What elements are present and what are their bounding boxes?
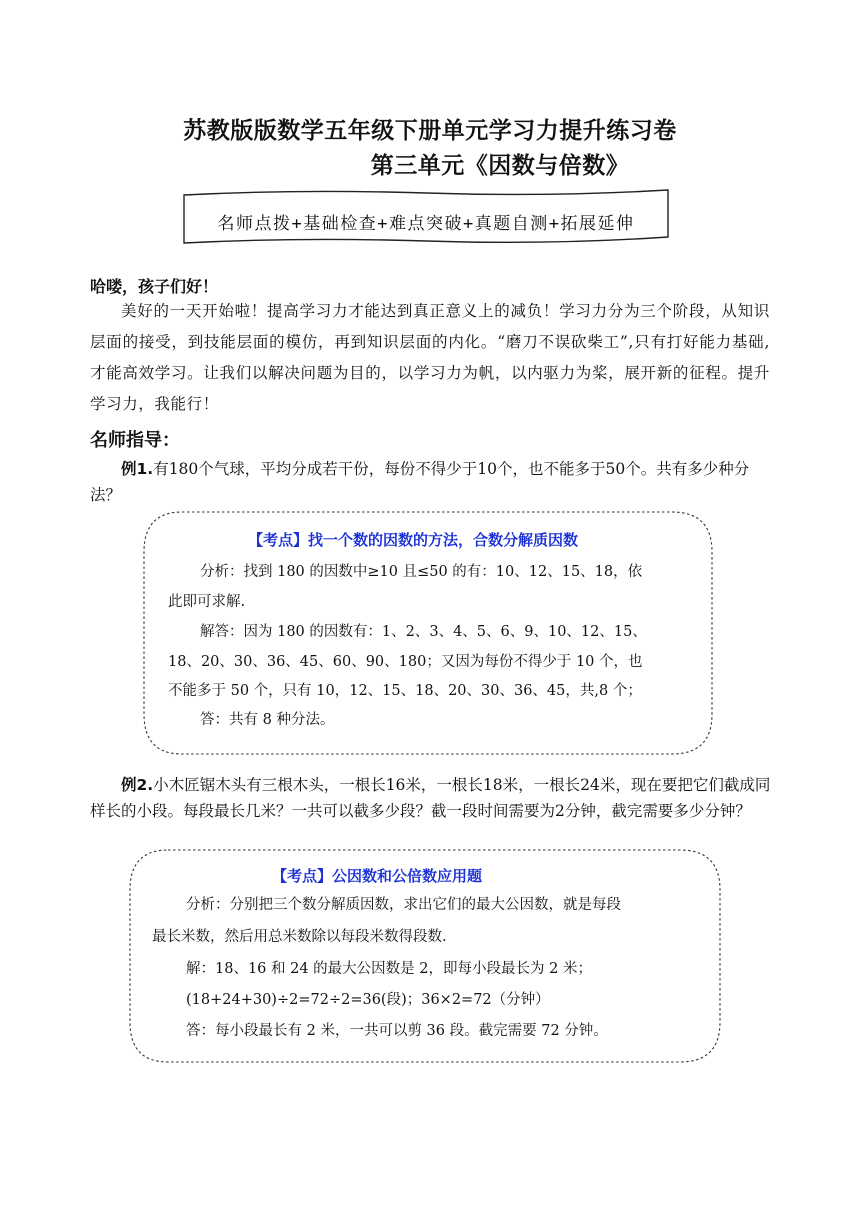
example-1-label: 例1. <box>121 460 154 478</box>
banner-text: 名师点拨+基础检查+难点突破+真题自测+拓展延伸 <box>217 214 635 234</box>
box-2-line-3: 解：18、16 和 24 的最大公因数是 2，即每小段最长为 2 米； <box>186 961 592 977</box>
example-2-question: 小木匠锯木头有三根木头，一根长16米，一根长18米，一根长24米，现在要把它们截成同样长的小段。每段最长几米？一共可以截多少段？截一段时间需要为2分钟，截完需要多少分钟？ <box>90 776 771 820</box>
example-1 <box>90 456 772 508</box>
box-2-line-4: (18+24+30)÷2=72÷2=36(段)；36×2=72（分钟） <box>186 992 550 1008</box>
box-1-line-3: 解答：因为 180 的因数有：1、2、3、4、5、6、9、10、12、15、 <box>200 624 647 640</box>
box-1-line-5: 不能多于 50 个，只有 10，12、15、18、20、30、36、45，共,8 个； <box>168 683 642 699</box>
box-2-title: 【考点】公因数和公倍数应用题 <box>272 867 483 885</box>
example-2 <box>90 772 772 824</box>
box-2-line-2: 最长米数，然后用总米数除以每段米数得段数. <box>152 929 447 945</box>
example-2-label: 例2. <box>121 776 154 794</box>
box-1-line-4: 18、20、30、36、45、60、90、180；又因为每份不得少于 10 个，也 <box>168 654 643 670</box>
box-1-title: 【考点】找一个数的因数的方法，合数分解质因数 <box>248 531 579 549</box>
box-2-line-1: 分析：分别把三个数分解质因数，求出它们的最大公因数，就是每段 <box>186 897 621 913</box>
section-heading: 名师指导： <box>90 430 180 451</box>
page-subtitle: 第三单元《因数与倍数》 <box>370 153 630 179</box>
box-1-line-6: 答：共有 8 种分法。 <box>200 712 335 728</box>
box-2-line-5: 答：每小段最长有 2 米，一共可以剪 36 段。截完需要 72 分钟。 <box>186 1023 608 1039</box>
intro-paragraph: 美好的一天开始啦！提高学习力才能达到真正意义上的减负！学习力分为三个阶段，从知识层面的接受，到技能层面的模仿，再到知识层面的内化。“磨刀不误砍柴工”,只有打好能力基础,才能高效学习。让我们以解决问题为目的，以学习力为帆，以内驱力为桨，展开新的征程。提升学习力，我能行！ <box>90 302 770 413</box>
example-1-question: 有180个气球，平均分成若干份，每份不得少于10个，也不能多于50个。共有多少种分法？ <box>90 460 750 504</box>
greeting-heading: 哈喽，孩子们好！ <box>90 277 219 296</box>
box-1-line-2: 此即可求解. <box>168 594 246 610</box>
page-title: 苏教版版数学五年级下册单元学习力提升练习卷 <box>183 118 677 144</box>
box-1-line-1: 分析：找到 180 的因数中≥10 且≤50 的有：10、12、15、18，依 <box>200 564 643 580</box>
